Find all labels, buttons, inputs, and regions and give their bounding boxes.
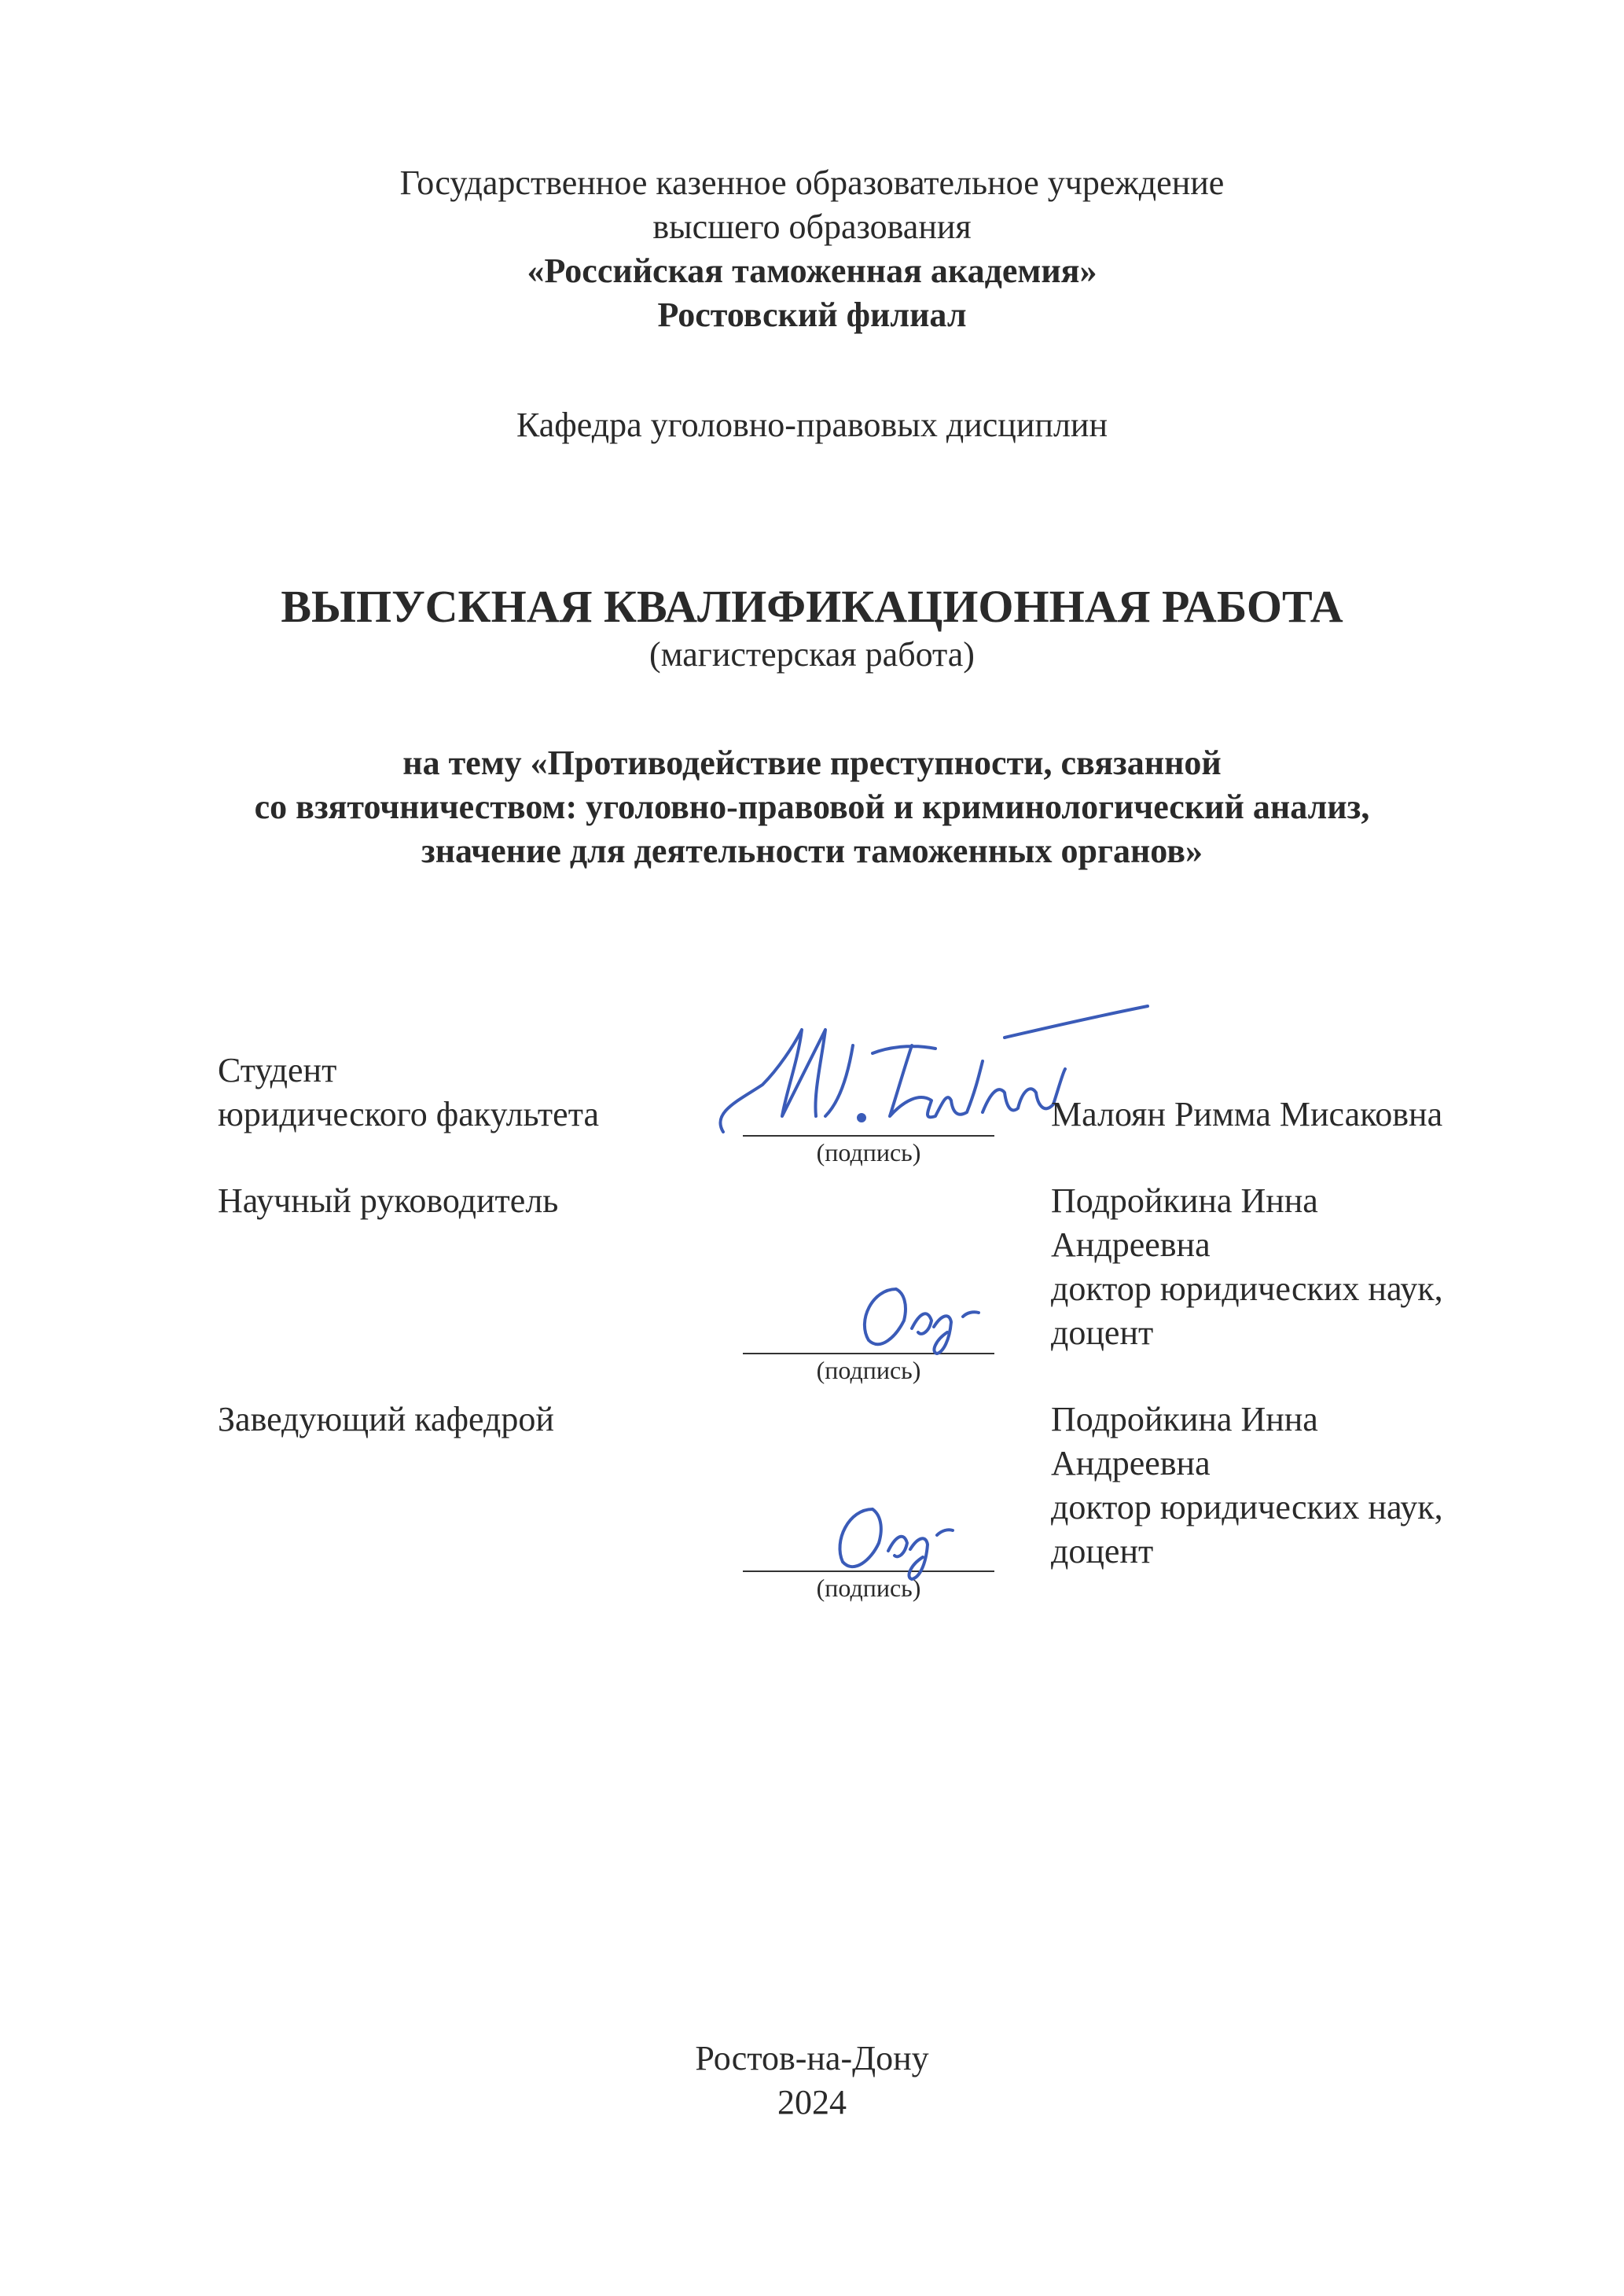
supervisor-degree-line-2: доцент (1051, 1313, 1154, 1352)
head-name-line-1: Подройкина Инна (1051, 1400, 1318, 1438)
topic-line-1: на тему «Противодействие преступности, связанной (402, 744, 1222, 782)
student-role-line-1: Студент (218, 1051, 337, 1089)
head-name-line-2: Андреевна (1051, 1444, 1211, 1482)
student-name: Малоян Римма Мисаковна (1051, 1095, 1443, 1133)
supervisor-name-line-2: Андреевна (1051, 1225, 1211, 1264)
head-signature-caption: (подпись) (816, 1574, 921, 1602)
work-title: ВЫПУСКНАЯ КВАЛИФИКАЦИОННАЯ РАБОТА (281, 581, 1343, 632)
branch-name: Ростовский филиал (657, 296, 967, 334)
head-degree-line-1: доктор юридических наук, (1051, 1488, 1443, 1526)
academy-name: «Российская таможенная академия» (527, 252, 1097, 290)
supervisor-role: Научный руководитель (218, 1181, 559, 1220)
department-name: Кафедра уголовно-правовых дисциплин (516, 406, 1108, 444)
footer-year: 2024 (777, 2083, 847, 2122)
institution-line-2: высшего образования (652, 208, 972, 246)
supervisor-degree-line-1: доктор юридических наук, (1051, 1269, 1443, 1308)
supervisor-signature-caption: (подпись) (816, 1356, 921, 1384)
head-degree-line-2: доцент (1051, 1532, 1154, 1570)
work-subtitle: (магистерская работа) (649, 635, 975, 674)
topic-line-3: значение для деятельности таможенных органов» (421, 832, 1203, 870)
topic-line-2: со взяточничеством: уголовно-правовой и криминологический анализ, (254, 788, 1370, 826)
supervisor-signature (849, 1266, 1006, 1360)
student-signature-caption: (подпись) (816, 1138, 921, 1166)
head-signature (825, 1490, 983, 1592)
footer-city: Ростов-на-Дону (695, 2039, 929, 2077)
supervisor-name-line-1: Подройкина Инна (1051, 1181, 1318, 1220)
head-role: Заведующий кафедрой (218, 1400, 554, 1438)
institution-line-1: Государственное казенное образовательное учреждение (399, 163, 1225, 202)
student-role-line-2: юридического факультета (218, 1095, 599, 1133)
